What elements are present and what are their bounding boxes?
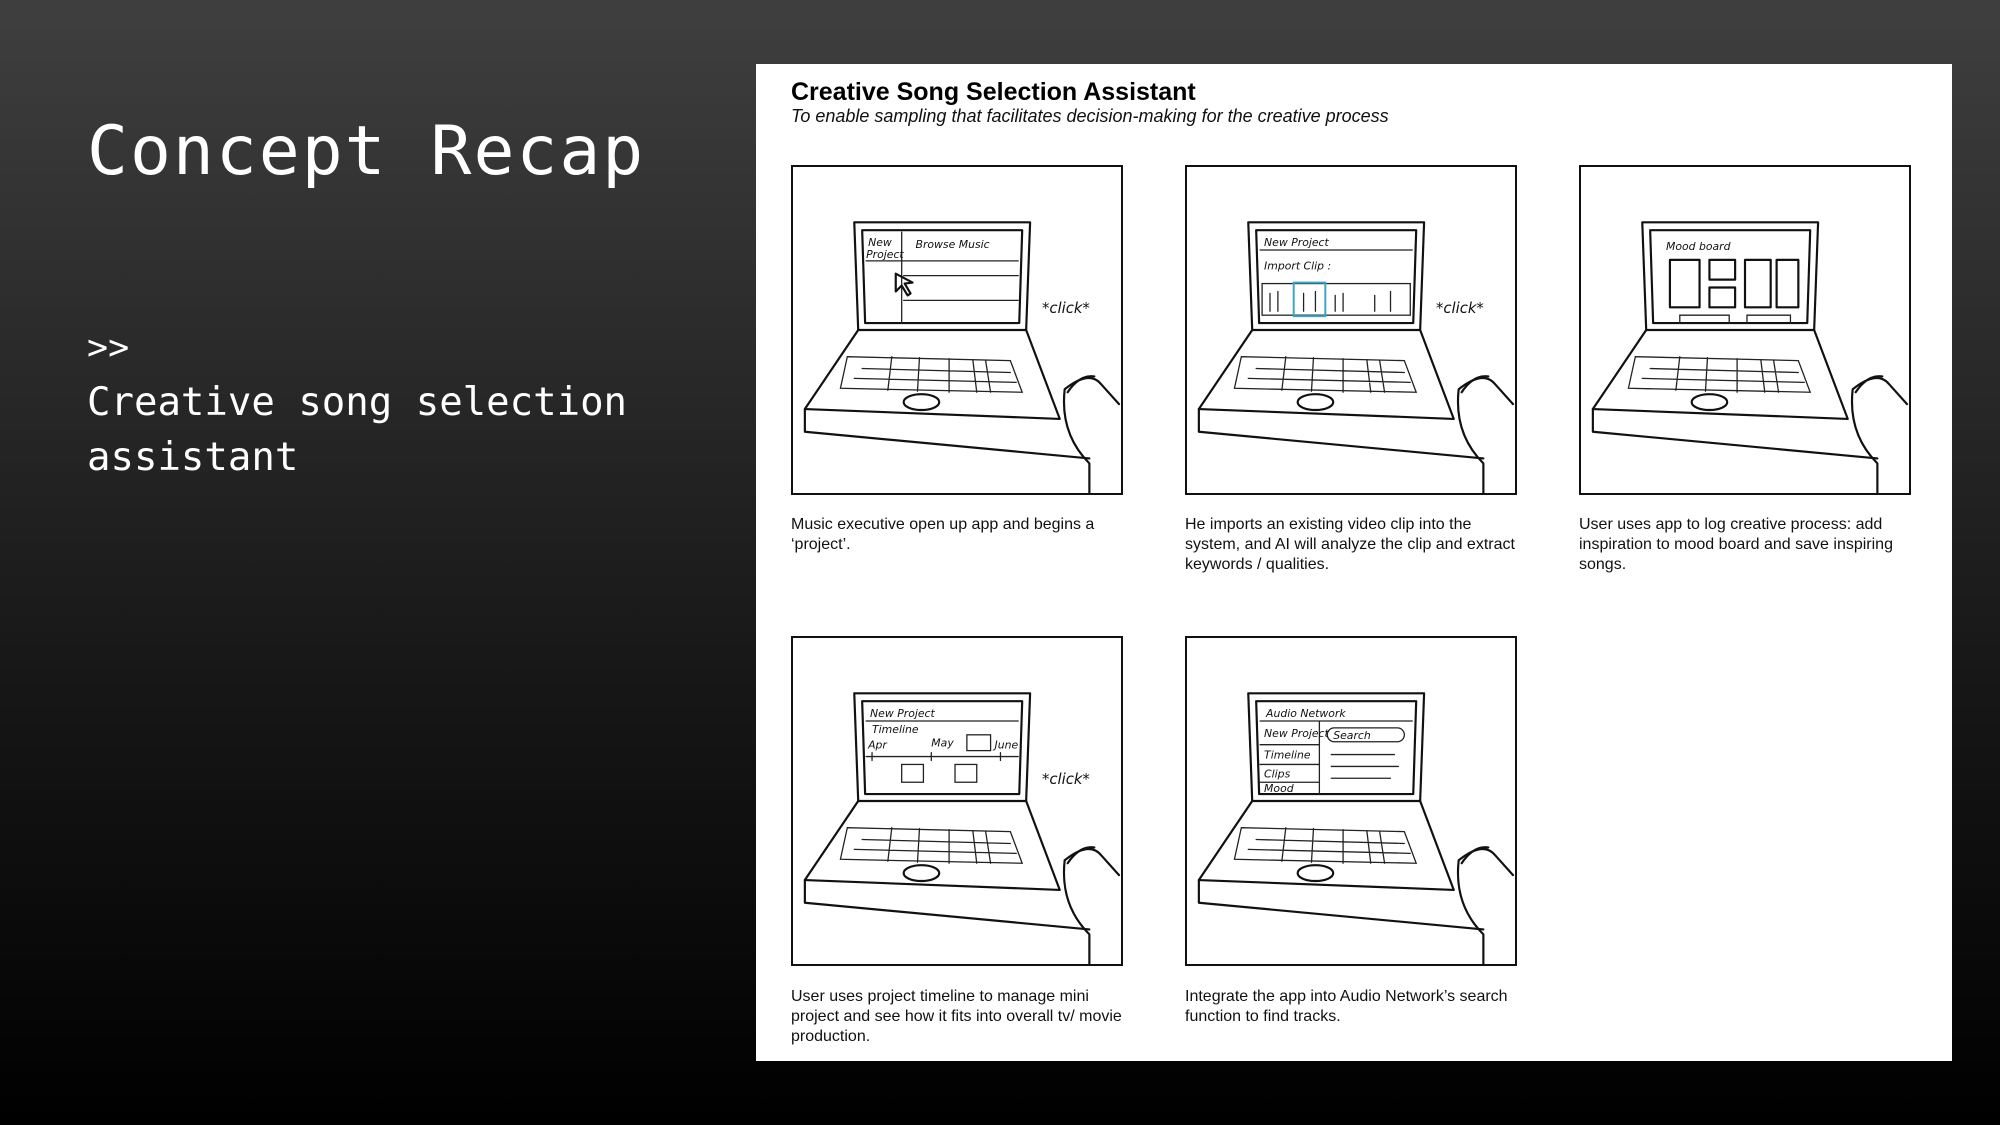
screen-label-mood-board: Mood board [1665,239,1731,253]
screen-label-timeline: Timeline [1264,748,1311,762]
storyboard-document [756,64,1952,1061]
storyboard-panel-5 [1185,636,1517,966]
screen-label-new: New [868,236,892,250]
click-annotation: *click* [1041,771,1090,789]
storyboard-panel-4 [791,636,1123,966]
panel-caption-1: Music executive open up app and begins a ‘project’. [791,516,1095,553]
laptop-sketch-5 [1187,638,1515,964]
timeline-month-apr: Apr [868,738,887,752]
screen-label-project: Project [866,247,904,261]
screen-label-audio-network: Audio Network [1266,707,1346,721]
screen-label-mood: Mood [1264,782,1294,796]
panel-caption-3: User uses app to log creative process: add inspiration to mood board and save inspiring songs. [1579,516,1893,573]
laptop-sketch-2 [1187,167,1515,493]
panel-caption-2: He imports an existing video clip into the system, and AI will analyze the clip and extract keywords / qualities. [1185,516,1515,573]
laptop-sketch-4 [793,638,1121,964]
slide-title: Concept Recap [87,112,646,191]
bullet-marker: >> [87,328,130,368]
screen-label-browse-music: Browse Music [915,238,990,252]
panel-caption-4: User uses project timeline to manage mini project and see how it fits into overall tv/ movie production. [791,988,1122,1045]
storyboard-title: Creative Song Selection Assistant [791,78,1196,106]
screen-label-new-project: New Project [1264,726,1329,740]
concept-subtitle: Creative song selection assistant [87,380,628,480]
timeline-month-may: May [931,736,954,750]
timeline-month-june: June [994,738,1019,752]
storyboard-subtitle: To enable sampling that facilitates decision-making for the creative process [791,106,1389,126]
click-annotation: *click* [1435,300,1484,318]
screen-label-import-clip: Import Clip : [1264,259,1332,273]
panel-caption-5: Integrate the app into Audio Network’s search function to find tracks. [1185,988,1508,1025]
click-annotation: *click* [1041,300,1090,318]
storyboard-panel-1 [791,165,1123,495]
storyboard-panel-2 [1185,165,1517,495]
search-field-sketch: Search [1333,728,1371,742]
laptop-sketch-3 [1581,167,1909,493]
screen-label-new-project: New Project [1264,236,1329,250]
screen-label-timeline: Timeline [872,722,919,736]
screen-label-new-project: New Project [870,707,935,721]
laptop-sketch-1 [793,167,1121,493]
storyboard-panel-3 [1579,165,1911,495]
screen-label-clips: Clips [1264,767,1291,781]
